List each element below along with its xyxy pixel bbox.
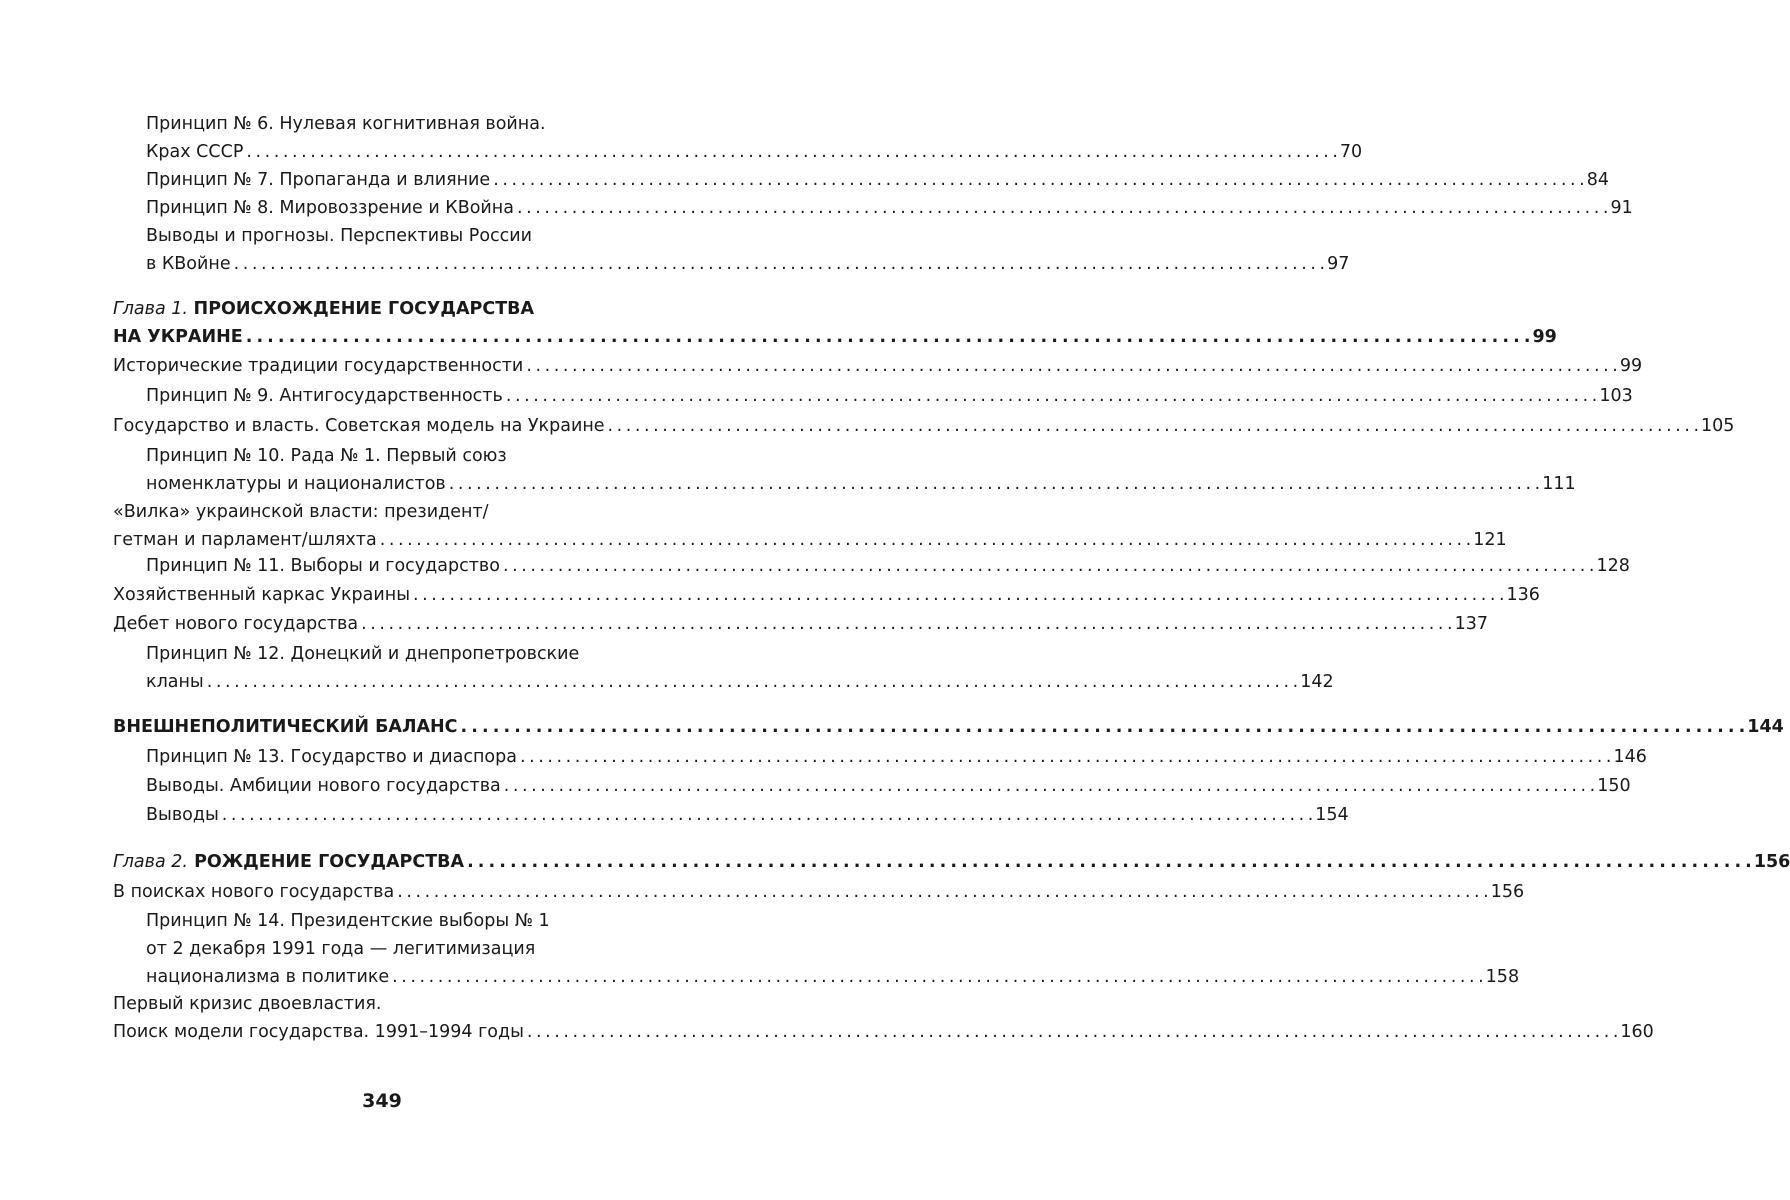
toc-entry-row bbox=[113, 526, 1507, 554]
toc-entry bbox=[146, 166, 1609, 194]
toc-entry-title: в КВойне bbox=[146, 254, 231, 274]
toc-entry-title: В поисках нового государства bbox=[113, 882, 395, 902]
leader-dots bbox=[446, 470, 1543, 498]
toc-entry-title: Принцип № 9. Антигосударственность bbox=[146, 386, 503, 406]
toc-entry bbox=[113, 581, 1540, 609]
toc-entry-row bbox=[113, 878, 1525, 906]
toc-entry bbox=[146, 442, 1576, 498]
toc-entry-title: НА УКРАИНЕ bbox=[113, 327, 243, 347]
toc-page-number: 144 bbox=[1747, 717, 1784, 737]
toc-entry-line: Выводы и прогнозы. Перспективы России bbox=[146, 226, 533, 246]
toc-entry bbox=[146, 194, 1633, 222]
toc-page-number: 103 bbox=[1599, 386, 1633, 406]
toc-entry bbox=[113, 498, 1507, 554]
toc-page-number: 136 bbox=[1506, 585, 1540, 605]
toc-page-number: 160 bbox=[1620, 1022, 1654, 1042]
toc-entry bbox=[146, 772, 1631, 800]
toc-page-number: 158 bbox=[1485, 967, 1520, 987]
toc-page-number: 150 bbox=[1597, 776, 1631, 796]
toc-page-number: 146 bbox=[1613, 747, 1647, 767]
chapter-label: Глава 1. bbox=[113, 299, 188, 319]
toc-entry-line: Принцип № 14. Президентские выборы № 1 bbox=[146, 911, 550, 931]
toc-entry-title: Государство и власть. Советская модель на Украине bbox=[113, 416, 605, 436]
toc-entry-row bbox=[146, 250, 1350, 278]
toc-page-number: 84 bbox=[1586, 170, 1609, 190]
leader-dots bbox=[503, 382, 1600, 410]
toc-entry-row bbox=[146, 166, 1609, 194]
toc-page-number: 128 bbox=[1596, 556, 1630, 576]
toc-page-number: 154 bbox=[1315, 805, 1349, 825]
toc-entry-row bbox=[113, 581, 1540, 609]
toc-entry-title: Принцип № 8. Мировоззрение и КВойна bbox=[146, 198, 514, 218]
leader-dots bbox=[394, 878, 1491, 906]
section-title: ВНЕШНЕПОЛИТИЧЕСКИЙ БАЛАНС bbox=[113, 717, 458, 737]
toc-entry-row bbox=[146, 743, 1647, 771]
toc-entry-row bbox=[146, 668, 1334, 696]
chapter-entry bbox=[113, 848, 1790, 876]
toc-entry-title: национализма в политике bbox=[146, 967, 390, 987]
toc-page-number: 121 bbox=[1473, 530, 1507, 550]
toc-entry-row bbox=[146, 194, 1633, 222]
toc-entry bbox=[113, 878, 1525, 906]
leader-dots bbox=[490, 166, 1587, 194]
toc-entry-line: Принцип № 10. Рада № 1. Первый союз bbox=[146, 446, 507, 466]
toc-entry-row bbox=[146, 552, 1630, 580]
leader-dots bbox=[410, 581, 1507, 609]
toc-page-number: 142 bbox=[1300, 672, 1334, 692]
section-entry bbox=[113, 713, 1784, 741]
toc-page-number: 105 bbox=[1701, 416, 1735, 436]
toc-entry-row bbox=[146, 138, 1363, 166]
toc-entry-row bbox=[113, 713, 1784, 741]
leader-dots bbox=[501, 772, 1598, 800]
toc-entry-title: Принцип № 11. Выборы и государство bbox=[146, 556, 500, 576]
leader-dots bbox=[243, 138, 1340, 166]
toc-entry bbox=[113, 990, 1654, 1046]
toc-entry-title: Поиск модели государства. 1991–1994 годы bbox=[113, 1022, 524, 1042]
chapter-title: РОЖДЕНИЕ ГОСУДАРСТВА bbox=[194, 852, 465, 872]
toc-entry bbox=[113, 412, 1735, 440]
toc-entry bbox=[113, 610, 1488, 638]
chapter-heading bbox=[113, 848, 464, 876]
leader-dots bbox=[605, 412, 1702, 440]
toc-page-number: 99 bbox=[1619, 356, 1643, 376]
toc-entry-row bbox=[146, 801, 1349, 829]
toc-page-number: 70 bbox=[1339, 142, 1363, 162]
toc-entry bbox=[146, 743, 1647, 771]
chapter-label: Глава 2. bbox=[113, 852, 188, 872]
leader-dots bbox=[458, 713, 1748, 741]
chapter-heading-line bbox=[113, 295, 656, 323]
toc-entry-row bbox=[113, 412, 1735, 440]
toc-entry-title: Исторические традиции государственности bbox=[113, 356, 524, 376]
toc-page-number: 137 bbox=[1454, 614, 1488, 634]
chapter-title: ПРОИСХОЖДЕНИЕ ГОСУДАРСТВА bbox=[193, 299, 535, 319]
toc-entry bbox=[146, 222, 1350, 278]
page-number: 349 bbox=[362, 1090, 402, 1112]
toc-entry-title: гетман и парламент/шляхта bbox=[113, 530, 377, 550]
leader-dots bbox=[389, 963, 1486, 991]
toc-entry-line: Принцип № 6. Нулевая когнитивная война. bbox=[146, 114, 546, 134]
leader-dots bbox=[358, 610, 1455, 638]
toc-entry-title: Принцип № 13. Государство и диаспора bbox=[146, 747, 517, 767]
leader-dots bbox=[524, 1018, 1621, 1046]
leader-dots bbox=[219, 801, 1316, 829]
toc-page-number: 97 bbox=[1327, 254, 1350, 274]
toc-entry bbox=[146, 110, 1363, 166]
toc-entry-row bbox=[146, 772, 1631, 800]
leader-dots bbox=[204, 668, 1301, 696]
chapter-entry bbox=[113, 295, 1557, 351]
toc-entry-row bbox=[113, 610, 1488, 638]
toc-entry-row bbox=[113, 1018, 1654, 1046]
leader-dots bbox=[523, 352, 1620, 380]
toc-page-number: 91 bbox=[1610, 198, 1633, 218]
toc-entry-row bbox=[146, 470, 1576, 498]
toc-entry-line: Первый кризис двоевластия. bbox=[113, 994, 382, 1014]
toc-entry bbox=[113, 352, 1643, 380]
toc-entry-line: «Вилка» украинской власти: президент/ bbox=[113, 502, 489, 522]
toc-entry-row bbox=[146, 963, 1520, 991]
toc-entry-title: Выводы bbox=[146, 805, 219, 825]
toc-page-number: 156 bbox=[1490, 882, 1525, 902]
toc-entry bbox=[146, 552, 1630, 580]
toc-entry bbox=[146, 382, 1633, 410]
toc-entry-title: кланы bbox=[146, 672, 204, 692]
toc-entry bbox=[146, 907, 1520, 991]
leader-dots bbox=[243, 323, 1533, 351]
toc-entry-title: номенклатуры и националистов bbox=[146, 474, 446, 494]
toc-page-number: 156 bbox=[1753, 852, 1790, 872]
toc-entry bbox=[146, 640, 1334, 696]
toc-entry-title: Принцип № 7. Пропаганда и влияние bbox=[146, 170, 491, 190]
toc-entry-line: от 2 декабря 1991 года — легитимизация bbox=[146, 939, 536, 959]
leader-dots bbox=[514, 194, 1611, 222]
toc-entry bbox=[146, 801, 1349, 829]
toc-entry-title: Дебет нового государства bbox=[113, 614, 359, 634]
leader-dots bbox=[500, 552, 1597, 580]
leader-dots bbox=[464, 848, 1754, 876]
toc-page-number: 99 bbox=[1532, 327, 1557, 347]
leader-dots bbox=[231, 250, 1328, 278]
toc-entry-title: Хозяйственный каркас Украины bbox=[113, 585, 411, 605]
toc-entry-row bbox=[113, 352, 1643, 380]
toc-entry-row bbox=[113, 848, 1790, 876]
toc-entry-title: Выводы. Амбиции нового государства bbox=[146, 776, 501, 796]
toc-page-number: 111 bbox=[1542, 474, 1576, 494]
leader-dots bbox=[377, 526, 1474, 554]
toc-entry-line: Принцип № 12. Донецкий и днепропетровские bbox=[146, 644, 580, 664]
toc-entry-title: Крах СССР bbox=[146, 142, 244, 162]
leader-dots bbox=[517, 743, 1614, 771]
toc-entry-row bbox=[113, 323, 1557, 351]
toc-entry-row bbox=[146, 382, 1633, 410]
